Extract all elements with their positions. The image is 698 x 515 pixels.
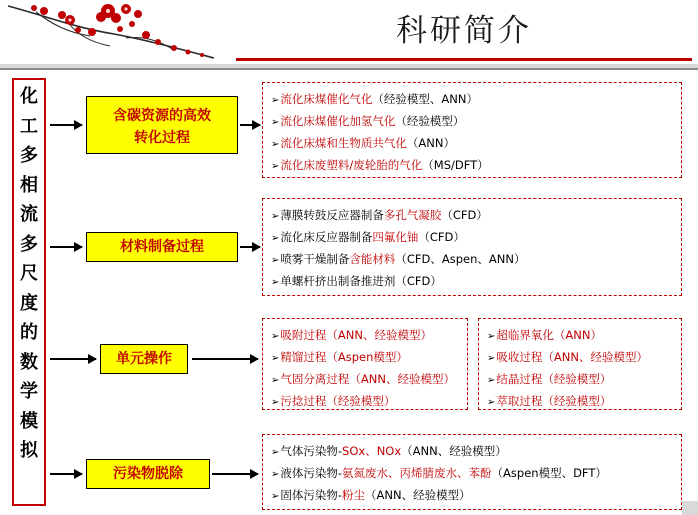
list-item [271,347,461,369]
arrow-bullet-icon: ➢ [271,233,280,244]
item-highlight: 四氟化铀 [372,230,419,244]
vertical-title-char: 数 [20,351,38,373]
vertical-title-char: 拟 [20,440,38,461]
vertical-title-char: 的 [20,322,38,343]
item-note: （经验模型、ANN） [372,92,478,106]
plum-blossom-branch-icon [6,2,228,64]
item-prefix: 固体污染物- [280,488,343,502]
list-item [271,205,675,227]
list-item [487,369,675,391]
arrow-bullet-icon: ➢ [271,447,280,458]
content-box-unit-operation-right [478,318,682,410]
vertical-title-char: 流 [20,204,38,225]
vertical-title-char: 学 [20,381,38,402]
arrow-bullet-icon: ➢ [271,139,280,150]
arrow-category-1-to-content [240,124,260,126]
item-prefix: 气体污染物- [280,444,343,458]
category-box-material-preparation[interactable] [86,232,238,262]
header-rule-dark [0,68,698,70]
item-highlight: 流化床煤催化加氢气化 [280,114,396,128]
arrow-bullet-icon: ➢ [271,397,280,408]
item-highlight: 粉尘 [342,488,366,502]
item-prefix: 流化床反应器制备 [280,230,373,244]
item-highlight: 吸附 [280,328,304,342]
item-note: 过程（ANN、经验模型） [303,328,432,342]
vertical-title-char: 化 [20,86,38,107]
arrow-category-4-to-content [212,473,258,475]
arrow-bullet-icon: ➢ [271,211,280,222]
list-item [271,249,675,271]
category-box-unit-operation[interactable] [100,344,188,374]
arrow-bullet-icon: ➢ [271,117,280,128]
arrow-category-2-to-content [240,246,260,248]
vertical-title-char: 多 [20,233,38,255]
item-highlight: 结晶 [496,372,520,386]
item-note: 过程（Aspen模型） [303,350,408,364]
list-item [271,463,675,485]
list-item [271,441,675,463]
item-note: （经验模型） [395,114,465,128]
page-corner-marker [682,501,698,515]
item-note: 过程（经验模型） [519,394,612,408]
item-note: 过程（经验模型） [519,372,612,386]
arrow-bullet-icon: ➢ [271,95,280,106]
item-highlight: 精馏 [280,350,304,364]
item-note: （CFD） [395,274,442,288]
arrow-bullet-icon: ➢ [271,161,280,172]
content-box-carbon-resources [262,82,682,178]
item-prefix: 喷雾干燥制备 [280,252,350,266]
item-highlight: 萃取 [496,394,520,408]
category-label-line2: 转化过程 [134,130,190,146]
page-title: 科研简介 [396,13,532,49]
list-item [271,155,675,177]
arrow-to-category-1 [50,124,82,126]
content-box-pollutant-removal [262,434,682,510]
item-highlight: 流化床煤和生物质共气化 [280,136,407,150]
item-highlight: 多孔气凝胶 [383,208,442,222]
item-highlight: SOx、NOx [342,444,402,458]
item-highlight: 含能材料 [349,252,396,266]
item-note: （ANN、经验模型） [401,444,507,458]
category-label-line1: 含碳资源的高效 [113,108,211,124]
item-prefix: 液体污染物- [280,466,343,480]
item-note: （CFD、Aspen、ANN） [395,252,526,266]
vertical-title-char: 多 [20,145,38,166]
list-item [271,369,461,391]
vertical-title-char: 工 [20,115,38,137]
item-note: 过程（ANN、经验模型） [519,350,648,364]
list-item [271,391,461,413]
arrow-bullet-icon: ➢ [271,375,280,386]
arrow-to-category-4 [50,473,82,475]
item-note: 过程（经验模型） [303,394,396,408]
item-note: （CFD） [418,230,465,244]
category-box-carbon-resources[interactable] [86,96,238,154]
item-note: （MS/DFT） [422,158,489,172]
category-box-pollutant-removal[interactable] [86,459,210,489]
vertical-title-char: 度 [20,292,38,314]
arrow-bullet-icon: ➢ [487,353,496,364]
vertical-title [12,78,46,506]
vertical-title-char: 相 [20,174,38,196]
item-highlight: 吸收 [496,350,520,364]
list-item [487,325,675,347]
arrow-to-category-3 [50,358,96,360]
item-note: 过程（ANN、经验模型） [326,372,455,386]
content-box-unit-operation-left [262,318,468,410]
arrow-bullet-icon: ➢ [487,397,496,408]
vertical-title-char: 尺 [20,263,38,284]
item-note: （ANN） [406,136,455,150]
item-highlight: 流化床煤催化气化 [280,92,373,106]
arrow-bullet-icon: ➢ [271,331,280,342]
content-box-material-preparation [262,198,682,296]
arrow-category-3-to-content [192,358,258,360]
item-note: （ANN、经验模型） [365,488,471,502]
item-prefix: 单螺杆挤出制备推进剂 [280,274,396,288]
arrow-bullet-icon: ➢ [487,331,496,342]
item-highlight: 气固分离 [280,372,327,386]
arrow-bullet-icon: ➢ [271,255,280,266]
arrow-bullet-icon: ➢ [271,277,280,288]
list-item [271,485,675,507]
list-item [487,347,675,369]
item-highlight: 氨氮废水、丙烯腈废水、苯酚 [342,466,492,480]
list-item [487,391,675,413]
category-label-line1: 单元操作 [116,351,172,367]
item-highlight: 流化床废塑料/废轮胎的气化 [280,158,423,172]
list-item [271,111,675,133]
item-note: （CFD） [441,208,488,222]
item-highlight: 污捻 [280,394,304,408]
arrow-bullet-icon: ➢ [271,491,280,502]
list-item [271,133,675,155]
list-item [271,89,675,111]
vertical-title-char: 模 [20,410,38,432]
item-note: （ANN） [553,328,602,342]
slide-header [0,0,698,70]
arrow-bullet-icon: ➢ [271,469,280,480]
list-item [271,325,461,347]
item-note: （Aspen模型、DFT） [491,466,607,480]
arrow-bullet-icon: ➢ [487,375,496,386]
item-prefix: 薄膜转鼓反应器制备 [280,208,384,222]
category-label-line1: 污染物脱除 [113,466,183,482]
list-item [271,271,675,293]
arrow-bullet-icon: ➢ [271,353,280,364]
arrow-to-category-2 [50,246,82,248]
list-item [271,227,675,249]
item-highlight: 超临界氧化 [496,328,554,342]
page-title-container [236,6,692,61]
category-label-line1: 材料制备过程 [120,239,204,255]
